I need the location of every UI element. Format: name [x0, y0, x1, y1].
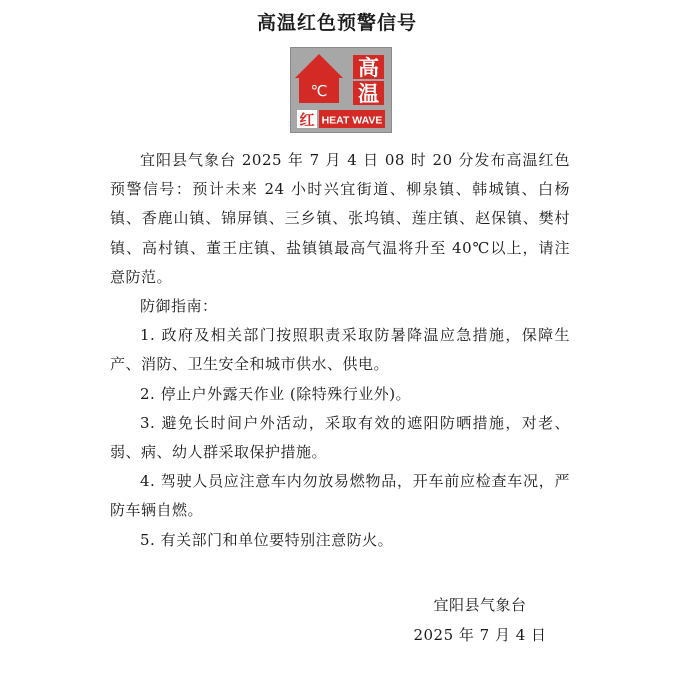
defense-guide-heading: 防御指南： — [140, 297, 218, 316]
defense-guide-item-1: 1. 政府及相关部门按照职责采取防暑降温应急措施，保障生产、消防、卫生安全和城市供水、供电。 — [110, 326, 570, 374]
defense-guide-item-3: 3. 避免长时间户外活动，采取有效的遮阳防晒措施，对老、弱、病、幼人群采取保护措施。 — [110, 413, 570, 462]
defense-guide-item-5: 5. 有关部门和单位要特别注意防火。 — [140, 530, 394, 549]
defense-guide-item-2: 2. 停止户外露天作业 (除特殊行业外)。 — [140, 384, 412, 403]
page-title: 高温红色预警信号 — [256, 12, 417, 34]
heat-wave-signal-icon — [290, 47, 392, 133]
char-wen: 温 — [358, 82, 379, 106]
warning-announcement: 宜阳县气象台 2025 年 7 月 4 日 08 时 20 分发布高温红色预警信号：预计未来 24 小时兴宜街道、柳泉镇、韩城镇、白杨镇、香鹿山镇、锦屏镇、三乡镇、张坞镇、莲庄镇、赵保镇、樊村镇、高村镇、董王庄镇、盐镇镇最高气温将升至 40℃以上，请注意防范。 — [110, 151, 570, 286]
issue-date: 2025 年 7 月 4 日 — [413, 626, 547, 644]
celsius-symbol: ℃ — [310, 82, 328, 100]
defense-guide-item-4: 4. 驾驶人员应注意车内勿放易燃物品，开车前应检查车况，严防车辆自燃。 — [110, 472, 570, 520]
thermometer-house-icon — [295, 54, 343, 103]
color-char: 红 — [299, 111, 315, 129]
warning-body — [110, 146, 570, 555]
char-gao: 高 — [358, 56, 379, 80]
heat-wave-caption: HEAT WAVE — [321, 114, 383, 127]
signature-block — [390, 590, 570, 650]
issuer-name: 宜阳县气象台 — [433, 596, 527, 614]
